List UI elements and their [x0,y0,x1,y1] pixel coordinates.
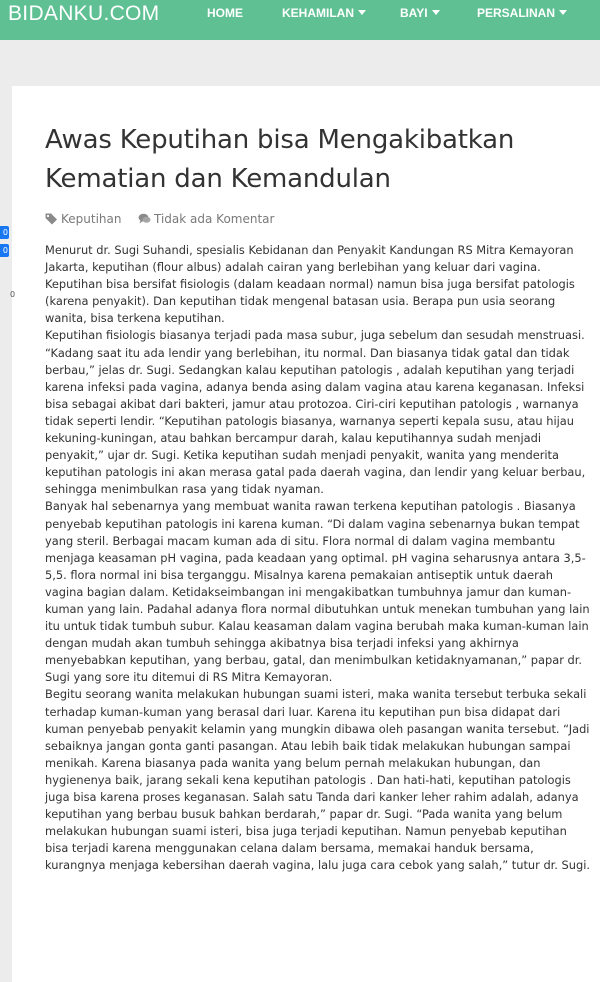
facebook-share-button[interactable]: 0 [0,226,9,239]
article-paragraph: Menurut dr. Sugi Suhandi, spesialis Kebidanan dan Penyakit Kandungan RS Mitra Kemayoran Jakarta, keputihan (flour albus) adalah cairan yang berlebihan yang keluar dari vagina. Keputihan bisa bersifat fisiologis (dalam keadaan normal) namun bisa juga bersifat patologis (karena penyakit). Dan keputihan tidak mengenal batasan usia. Berapa pun usia seorang wanita, bisa terkena keputihan. [45,243,575,326]
nav-item-label: BAYI [400,6,428,20]
article-comments-link[interactable] [138,212,274,226]
nav-item-home[interactable] [207,6,243,20]
nav-item-persalinan[interactable] [477,6,567,20]
chevron-down-icon [432,10,440,15]
nav-item-label: HOME [207,6,243,20]
top-navigation-bar [0,0,600,40]
article-paragraph: Begitu seorang wanita melakukan hubungan suami isteri, maka wanita tersebut terbuka sekali terhadap kuman-kuman yang berasal dari luar. Karena itu keputihan pun bisa didapat dari kuman penyebab penyakit kelamin yang mungkin dibawa oleh pasangan wanita tersebut. “Jadi sebaiknya jangan gonta ganti pasangan. Atau lebih baik tidak melakukan hubungan sampai menikah. Karena biasanya pada wanita yang belum pernah melakukan hubungan, dan hygienenya baik, jarang sekali kena keputihan patologis . Dan hati-hati, keputihan patologis juga bisa karena proses keganasan. Salah satu Tanda dari kanker leher rahim adalah, adanya keputihan yang berbau busuk bahkan berdarah,” papar dr. Sugi. “Pada wanita yang belum melakukan hubungan suami isteri, bisa juga terjadi keputihan. Namun penyebab keputihan bisa terjadi karena menggunakan celana dalam bersama, memakai handuk bersama, kurangnya menjaga kebersihan daerah vagina, lalu juga cara cebok yang salah,” tutur dr. Sugi. [45,687,591,873]
article-category-link[interactable] [45,212,121,226]
facebook-like-button[interactable]: 0 [0,244,9,257]
share-count: 0 [10,290,16,299]
chevron-down-icon [559,10,567,15]
site-logo[interactable]: BIDANKU.COM [8,2,160,25]
nav-item-label: KEHAMILAN [282,6,354,20]
tag-icon [45,213,58,225]
nav-item-bayi[interactable] [400,6,440,20]
comments-icon [138,213,151,225]
comments-label: Tidak ada Komentar [154,212,275,226]
nav-item-label: PERSALINAN [477,6,556,20]
category-label: Keputihan [61,212,122,226]
article-body [45,242,593,874]
article-paragraph: Banyak hal sebenarnya yang membuat wanita rawan terkena keputihan patologis . Biasanya penyebab keputihan patologis ini karena kuman. “Di dalam vagina sebenarnya bukan tempat yang steril. Berbagai macam kuman ada di situ. Flora normal di dalam vagina membantu menjaga keasaman pH vagina, pada keadaan yang optimal. pH vagina seharusnya antara 3,5-5,5. flora normal ini bisa terganggu. Misalnya karena pemakaian antiseptik untuk daerah vagina bagian dalam. Ketidakseimbangan ini mengakibatkan tumbuhnya jamur dan kuman-kuman yang lain. Padahal adanya flora normal dibutuhkan untuk menekan tumbuhan yang lain itu untuk tidak tumbuh subur. Kalau keasaman dalam vagina berubah maka kuman-kuman lain dengan mudah akan tumbuh sehingga akibatnya bisa terjadi infeksi yang akhirnya menyebabkan keputihan, yang berbau, gatal, dan menimbulkan ketidaknyamanan,” papar dr. Sugi yang sore itu ditemui di RS Mitra Kemayoran. [45,499,590,685]
article-paragraph: Keputihan fisiologis biasanya terjadi pada masa subur, juga sebelum dan sesudah menstruasi. “Kadang saat itu ada lendir yang berlebihan, itu normal. Dan biasanya tidak gatal dan tidak berbau,” jelas dr. Sugi. Sedangkan kalau keputihan patologis , adalah keputihan yang terjadi karena infeksi pada vagina, adanya benda asing dalam vagina atau karena keganasan. Infeksi bisa sebagai akibat dari bakteri, jamur atau protozoa. Ciri-ciri keputihan patologis , warnanya tidak seperti lendir. “Keputihan patologis biasanya, warnanya seperti kepala susu, atau hijau kekuning-kuningan, atau bahkan bercampur darah, kalau keputihannya sudah menjadi penyakit,” ujar dr. Sugi. Ketika keputihan sudah menjadi penyakit, wanita yang menderita keputihan patologis ini akan merasa gatal pada daerah vagina, dan lendir yang keluar berbau, sehingga menimbulkan rasa yang tidak nyaman. [45,328,586,497]
chevron-down-icon [358,10,366,15]
article-title: Awas Keputihan bisa Mengakibatkan Kematian dan Kemandulan [45,125,515,194]
nav-item-kehamilan[interactable] [282,6,366,20]
